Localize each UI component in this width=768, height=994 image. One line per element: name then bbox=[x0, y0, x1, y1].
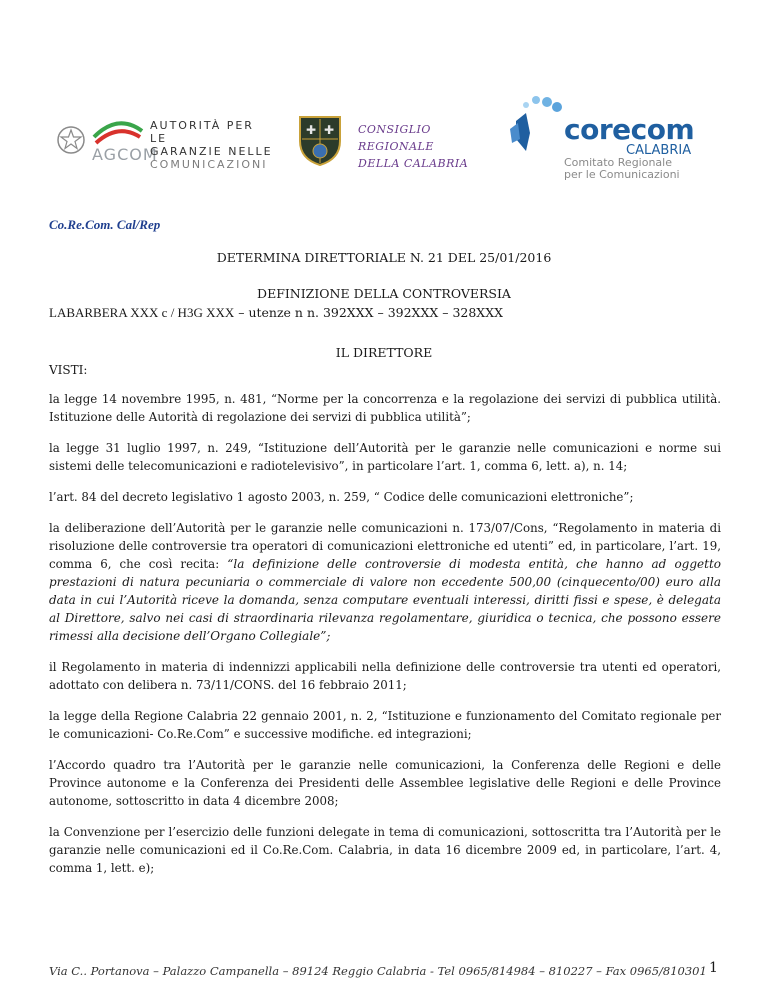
agcom-name bbox=[150, 119, 276, 171]
deliberazione-text: la deliberazione dell’Autorità per le garanzie nelle comunicazioni n. 173/07/Cons, “Regolamento in materia di risoluzione delle controversie tra operatori di comunicazioni elettroniche ed utenti” ed, in particolare, l’art. 19, comma 6, che così recita: bbox=[49, 521, 721, 571]
svg-text:✚: ✚ bbox=[306, 123, 317, 137]
document-body bbox=[49, 390, 721, 890]
paragraph-legge-regionale: la legge della Regione Calabria 22 gennaio 2001, n. 2, “Istituzione e funzionamento del Comitato regionale per le comunicazioni- Co.Re.Com” e successive modifiche. ed integrazioni; bbox=[49, 709, 721, 741]
corecom-wordmark: corecom bbox=[564, 113, 695, 146]
parties-utenze: – utenze n n. 392XXX – 392XXX – 328XXX bbox=[234, 305, 504, 320]
deliberazione-quote: “la definizione delle controversie di modesta entità, che hanno ad oggetto prestazioni di natura pecuniaria o commerciale di valore non eccedente 500,00 (cinquecento/00) euro alla data in cui l’Autorità riceve la domanda, senza computare eventuali interessi, diritti fissi e spese, è delegata al Direttore, salvo nei casi di straordinaria rilevanza regolamentare, giuridica o tecnica, che possono essere rimessi alla decisione dell’Organo Collegiale”; bbox=[49, 557, 722, 643]
consiglio-line-1: CONSIGLIO bbox=[358, 123, 431, 136]
corecom-region: CALABRIA bbox=[626, 143, 692, 158]
consiglio-line-2: REGIONALE bbox=[358, 140, 434, 153]
italian-emblem-icon bbox=[56, 125, 86, 155]
director-heading: IL DIRETTORE bbox=[335, 345, 433, 360]
paragraph-regolamento-indennizzi: il Regolamento in materia di indennizzi applicabili nella definizione delle controversie tra utenti ed operatori, adottato con delibera n. 73/11/CONS. del 16 febbraio 2011; bbox=[49, 660, 721, 692]
definizione-title: DEFINIZIONE DELLA CONTROVERSIA bbox=[257, 286, 511, 301]
corecom-logo bbox=[506, 95, 695, 185]
footer-address: Via C.. Portanova – Palazzo Campanella – 89124 Reggio Calabria - Tel 0965/814984 – 810227 – Fax 0965/810301 bbox=[49, 964, 707, 978]
regional-crest-icon bbox=[296, 115, 344, 167]
svg-text:✚: ✚ bbox=[324, 123, 335, 137]
corecom-subtitle bbox=[564, 157, 680, 181]
parties-names: LABARBERA XXX c / H3G XXX bbox=[49, 305, 235, 320]
paragraph-deliberazione-173 bbox=[49, 519, 721, 645]
agcom-line-3: COMUNICAZIONI bbox=[150, 158, 268, 171]
paragraph-convenzione: la Convenzione per l’esercizio delle funzioni delegate in tema di comunicazioni, sottoscritta tra l’Autorità per le garanzie nelle comunicazioni ed il Co.Re.Com. Calabria, in data 16 dicembre 2009 ed, in particolare, l’art. 4, comma 1, lett. e); bbox=[49, 825, 721, 875]
determina-title: DETERMINA DIRETTORIALE N. 21 DEL 25/01/2016 bbox=[216, 250, 552, 265]
paragraph-accordo-quadro: l’Accordo quadro tra l’Autorità per le garanzie nelle comunicazioni, la Conferenza delle Regioni e delle Province autonome e la Conferenza dei Presidenti delle Assemblee legislative delle Regioni e delle Province autonome, sottoscritto in data 4 dicembre 2008; bbox=[49, 758, 721, 808]
protocol-reference: Co.Re.Com. Cal/Rep bbox=[49, 217, 161, 232]
agcom-logo bbox=[56, 117, 276, 171]
paragraph-art-84: l’art. 84 del decreto legislativo 1 agosto 2003, n. 259, “ Codice delle comunicazioni elettroniche”; bbox=[49, 490, 634, 504]
corecom-sub-line-2: per le Comunicazioni bbox=[564, 168, 680, 181]
corecom-sub-line-1: Comitato Regionale bbox=[564, 156, 672, 169]
paragraph-legge-249: la legge 31 luglio 1997, n. 249, “Istituzione dell’Autorità per le garanzie nelle comunicazioni e norme sui sistemi delle telecomunicazioni e radiotelevisivo”, in particolare l’art. 1, comma 6, lett. a), n. 14; bbox=[49, 441, 721, 473]
consiglio-regionale-name bbox=[358, 121, 468, 172]
paragraph-legge-481: la legge 14 novembre 1995, n. 481, “Norme per la concorrenza e la regolazione dei servizi di pubblica utilità. Istituzione delle Autorità di regolazione dei servizi di pubblica utilità”; bbox=[49, 392, 721, 424]
agcom-swoosh-icon bbox=[92, 117, 144, 147]
agcom-line-2: GARANZIE NELLE bbox=[150, 145, 273, 158]
corecom-dots-icon bbox=[506, 95, 566, 165]
page-number: 1 bbox=[709, 960, 718, 976]
visti-label: VISTI: bbox=[49, 363, 88, 377]
agcom-line-1: AUTORITÀ PER LE bbox=[150, 119, 254, 145]
parties-line bbox=[49, 305, 503, 321]
agcom-abbreviation: AGCOM bbox=[92, 145, 158, 164]
letterhead bbox=[0, 95, 768, 185]
consiglio-line-3: DELLA CALABRIA bbox=[358, 157, 469, 170]
